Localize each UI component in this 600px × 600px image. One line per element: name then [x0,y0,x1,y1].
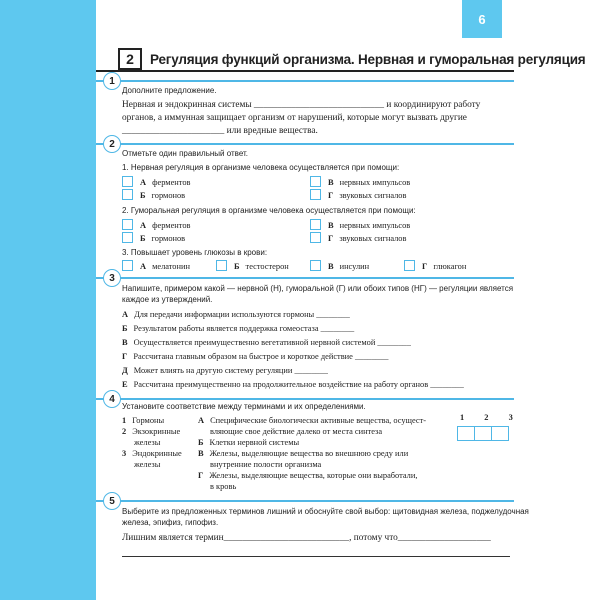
option-q1-g: Г звуковых сигналов [328,191,407,200]
answer-cell-2[interactable] [474,426,492,441]
page-number: 6 [462,0,502,38]
checkbox-q1-v[interactable] [310,176,321,187]
task-1-line-2: органов, а иммунная защищает организм от нарушений, которые могут вызвать другие [122,113,467,123]
task-2-q1: 1. Нервная регуляция в организме человека осуществляется при помощи: [122,163,400,172]
checkbox-q3-b[interactable] [216,260,227,271]
task-3-item-g[interactable]: Г Рассчитана главным образом на быстрое и короткое действие ________ [122,352,389,361]
task-1-badge: 1 [103,72,121,90]
checkbox-q2-v[interactable] [310,219,321,230]
task-3-item-b[interactable]: Б Результатом работы является поддержка гомеостаза ________ [122,324,355,333]
option-q3-v: В инсулин [328,262,370,271]
checkbox-q2-b[interactable] [122,232,133,243]
task-5-rule [96,500,514,502]
checkbox-q1-a[interactable] [122,176,133,187]
checkbox-q2-g[interactable] [310,232,321,243]
task-1-rule [96,80,514,82]
task-3-item-e[interactable]: Е Рассчитана преимущественно на продолжительное воздействие на работу органов ________ [122,380,464,389]
task-2-badge: 2 [103,135,121,153]
term-3: 3 Эндокринные [122,449,182,458]
task-2-q3: 3. Повышает уровень глюкозы в крови: [122,248,268,257]
def-g: Г Железы, выделяющие вещества, которые они выработали, [198,471,418,480]
def-a: А Специфические биологически активные вещества, осущест- [198,416,427,425]
term-2-cont: железы [134,438,161,447]
option-q3-g: Г глюкагон [422,262,467,271]
task-3-badge: 3 [103,269,121,287]
task-2-instruction: Отметьте один правильный ответ. [122,149,248,158]
checkbox-q1-g[interactable] [310,189,321,200]
task-4-rule [96,398,514,400]
section-header [118,48,585,70]
task-2-q2: 2. Гуморальная регуляция в организме человека осуществляется при помощи: [122,206,416,215]
section-title: Регуляция функций организма. Нервная и гуморальная регуляция [150,51,586,67]
task-5-badge: 5 [103,492,121,510]
task-4-instruction: Установите соответствие между терминами и их определениями. [122,402,366,411]
task-3-instruction-2: каждое из утверждений. [122,295,213,304]
header-rule [96,70,514,72]
answer-grid [458,426,509,441]
checkbox-q3-a[interactable] [122,260,133,271]
checkbox-q3-v[interactable] [310,260,321,271]
term-1: 1 Гормоны [122,416,165,425]
option-q1-v: В нервных импульсов [328,178,411,187]
def-v: В Железы, выделяющие вещества во внешнюю среду или [198,449,409,458]
task-2-rule [96,143,514,145]
option-q2-b: Б гормонов [140,234,186,243]
task-3-item-v[interactable]: В Осуществляется преимущественно вегетативной нервной системой ________ [122,338,411,347]
task-3-instruction-1: Напишите, примером какой — нервной (Н), гуморальной (Г) или обоих типов (НГ) — регуляции является [122,284,514,293]
answer-cell-1[interactable] [457,426,475,441]
task-5-writing-line[interactable] [122,556,510,557]
task-3-item-d[interactable]: Д Может влиять на другую систему регуляции ________ [122,366,328,375]
task-5-instruction-1: Выберите из предложенных терминов лишний и обоснуйте свой выбор: щитовидная железа, поджелудочная [122,507,529,516]
section-number: 2 [118,48,142,70]
option-q1-b: Б гормонов [140,191,186,200]
option-q1-a: А ферментов [140,178,191,187]
def-v-cont: внутренние полости организма [210,460,322,469]
task-1-line-1[interactable]: Нервная и эндокринная системы ____________________________ и координируют работу [122,100,481,110]
answer-cell-3[interactable] [491,426,509,441]
checkbox-q1-b[interactable] [122,189,133,200]
task-3-item-a[interactable]: А Для передачи информации используются гормоны ________ [122,310,350,319]
def-g-cont: в кровь [210,482,237,491]
option-q2-g: Г звуковых сигналов [328,234,407,243]
option-q2-v: В нервных импульсов [328,221,411,230]
task-5-instruction-2: железа, эпифиз, гипофиз. [122,518,219,527]
task-3-rule [96,277,514,279]
task-5-answer-line[interactable]: Лишним является термин___________________________, потому что____________________ [122,533,491,543]
answer-grid-labels: 1 2 3 [460,413,522,422]
option-q2-a: А ферментов [140,221,191,230]
term-3-cont: железы [134,460,161,469]
term-2: 2 Экзокринные [122,427,181,436]
option-q3-a: А мелатонин [140,262,190,271]
task-4-badge: 4 [103,390,121,408]
task-1-line-3[interactable]: ______________________ или вредные вещества. [122,126,318,136]
task-1-instruction: Дополните предложение. [122,86,217,95]
option-q3-b: Б тестостерон [234,262,289,271]
checkbox-q3-g[interactable] [404,260,415,271]
left-margin-bar [0,0,96,600]
def-a-cont: вляющие свое действие далеко от места синтеза [210,427,383,436]
def-b: Б Клетки нервной системы [198,438,300,447]
checkbox-q2-a[interactable] [122,219,133,230]
